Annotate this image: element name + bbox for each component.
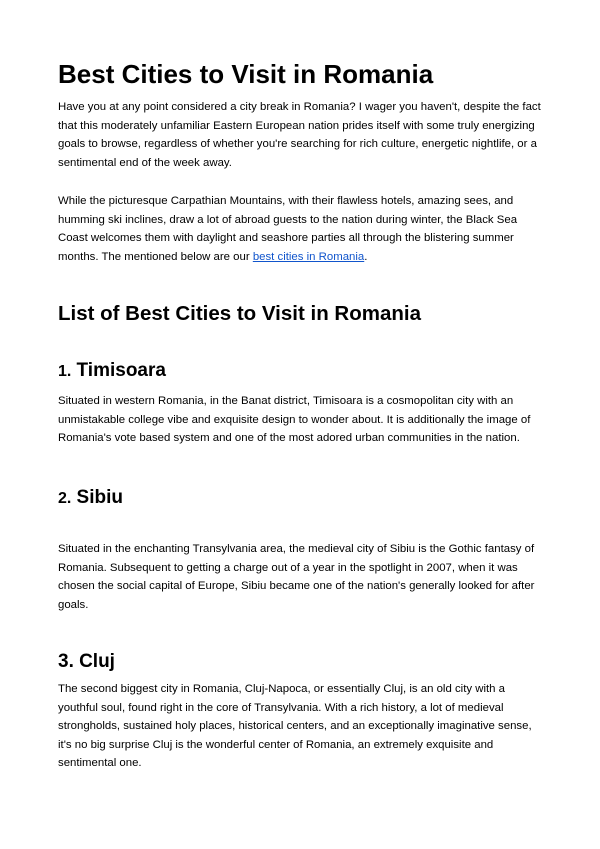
page-title: Best Cities to Visit in Romania xyxy=(58,59,434,89)
city-name: Timisoara xyxy=(76,360,166,381)
city-heading-timisoara xyxy=(58,355,166,387)
intro-paragraph-2-text: While the picturesque Carpathian Mountains, with their flawless hotels, amazing sees, and humming ski inclines, draw a lot of abroad guests to the nation during winter, the Black Sea Coast welcomes them with daylight and seashore parties all through the blistering summer months. The mentioned below are our xyxy=(58,195,518,263)
city-number: 3. xyxy=(58,651,74,672)
intro-paragraph-1: Have you at any point considered a city break in Romania? I wager you haven't, despite the fact that this moderately unfamiliar Eastern European nation prides itself with some truly energizing goals to browse, regardless of whether you're searching for rich culture, energetic nightlife, or a sentimental end of the week away. xyxy=(58,101,541,169)
intro-paragraph-2-end: . xyxy=(364,250,368,263)
city-name: Cluj xyxy=(79,651,115,672)
list-heading: List of Best Cities to Visit in Romania xyxy=(58,302,421,325)
intro-paragraph-2 xyxy=(58,192,542,266)
city-name: Sibiu xyxy=(76,487,123,508)
city-description-sibiu: Situated in the enchanting Transylvania area, the medieval city of Sibiu is the Gothic fantasy of Romania. Subsequent to getting a charge out of a year in the spotlight in 2007, when it was chosen the social capital of Europe, Sibiu became one of the nation's generally looked for after goals. xyxy=(58,543,535,611)
city-description-timisoara: Situated in western Romania, in the Banat district, Timisoara is a cosmopolitan city with an unmistakable college vibe and exquisite design to wonder about. It is additionally the image of Romania's vote based system and one of the most adored urban communities in the nation. xyxy=(58,395,531,444)
best-cities-link[interactable]: best cities in Romania xyxy=(252,250,365,263)
city-heading-sibiu xyxy=(58,482,123,514)
city-number: 2. xyxy=(58,490,72,507)
city-description-cluj: The second biggest city in Romania, Cluj-Napoca, or essentially Cluj, is an old city with a youthful soul, found right in the core of Transylvania. With a rich history, a lot of medieval strongholds, sustained holy places, historical centers, and an exceptionally imaginative sense, it's no big surprise Cluj is the wonderful center of Romania, an extremely exquisite and sentimental one. xyxy=(58,683,532,769)
city-heading-cluj xyxy=(58,646,115,677)
city-number: 1. xyxy=(58,363,72,380)
